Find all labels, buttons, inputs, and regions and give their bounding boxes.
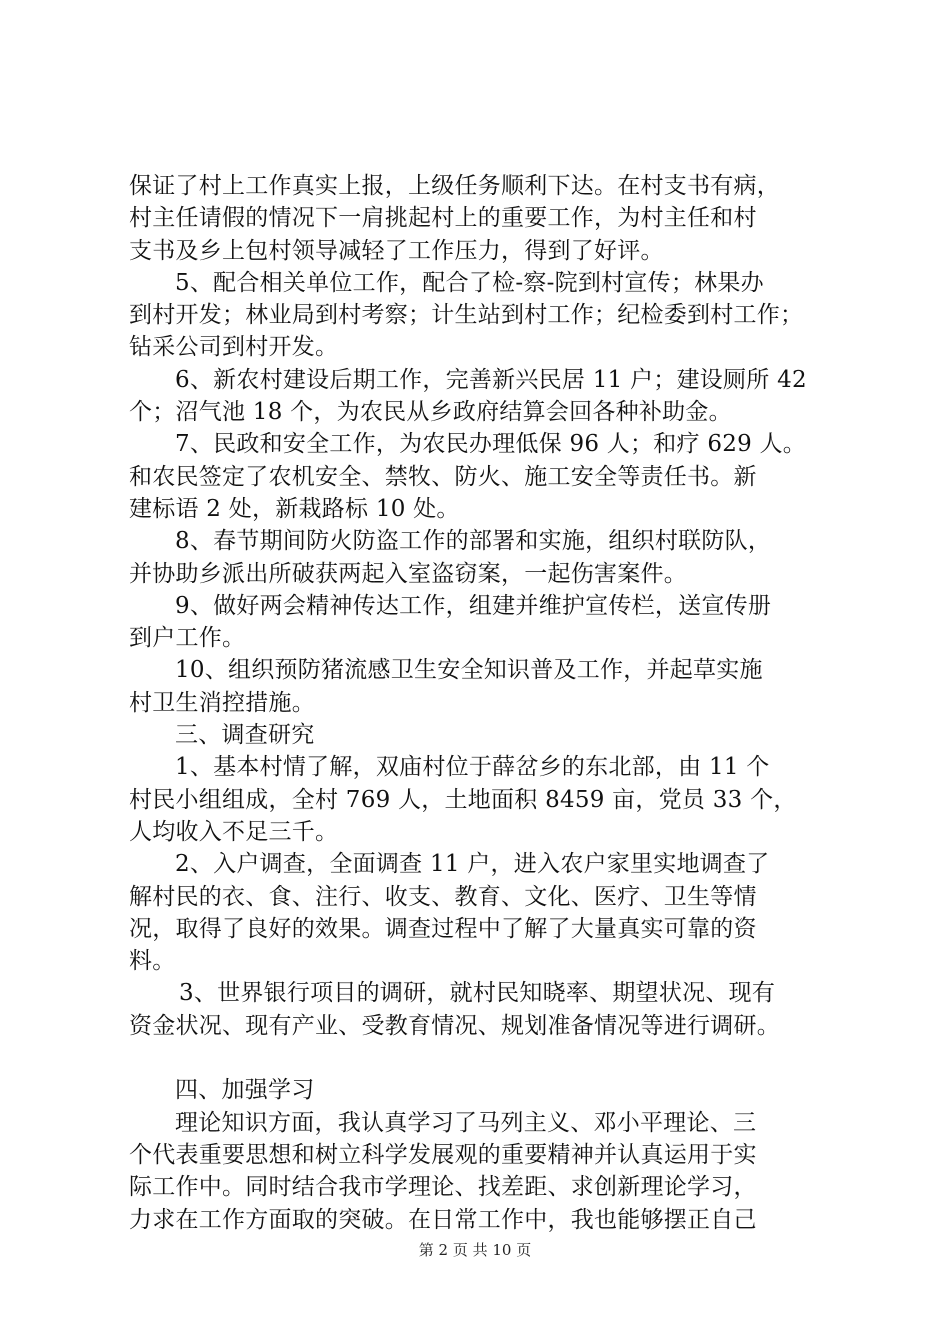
text-line: 并协助乡派出所破获两起入室盗窃案，一起伤害案件。 bbox=[129, 560, 687, 587]
page-footer bbox=[0, 1240, 950, 1260]
text-line: 支书及乡上包村领导减轻了工作压力，得到了好评。 bbox=[129, 237, 664, 264]
body-text bbox=[129, 170, 829, 1236]
section-heading: 三、调查研究 bbox=[175, 722, 315, 749]
text-line: 和农民签定了农机安全、禁牧、防火、施工安全等责任书。新 bbox=[129, 463, 757, 490]
page-number: 第 2 页 共 10 页 bbox=[418, 1241, 532, 1259]
text-line: 料。 bbox=[129, 948, 176, 975]
text-line: 际工作中。同时结合我市学理论、找差距、求创新理论学习， bbox=[129, 1174, 757, 1201]
text-line: 力求在工作方面取的突破。在日常工作中，我也能够摆正自己 bbox=[129, 1206, 757, 1233]
text-line: 2、入户调查，全面调查 11 户，进入农户家里实地调查了 bbox=[175, 851, 770, 878]
text-line: 7、民政和安全工作，为农民办理低保 96 人；和疗 629 人。 bbox=[175, 431, 807, 458]
blank-line bbox=[129, 1042, 829, 1074]
text-line: 建标语 2 处，新栽路标 10 处。 bbox=[129, 495, 460, 522]
text-line: 6、新农村建设后期工作，完善新兴民居 11 户；建设厕所 42 bbox=[175, 366, 807, 393]
text-line: 资金状况、现有产业、受教育情况、规划准备情况等进行调研。 bbox=[129, 1012, 780, 1039]
text-line: 1、基本村情了解，双庙村位于薛岔乡的东北部，由 11 个 bbox=[175, 754, 770, 781]
text-line: 钻采公司到村开发。 bbox=[129, 334, 339, 361]
text-line: 3、世界银行项目的调研，就村民知晓率、期望状况、现有 bbox=[179, 980, 776, 1007]
text-line: 个；沼气池 18 个，为农民从乡政府结算会回各种补助金。 bbox=[129, 399, 732, 426]
section-heading: 四、加强学习 bbox=[175, 1077, 315, 1104]
text-line: 10、组织预防猪流感卫生安全知识普及工作，并起草实施 bbox=[175, 657, 763, 684]
text-line: 到村开发；林业局到村考察；计生站到村工作；纪检委到村工作； bbox=[129, 302, 804, 329]
text-line: 理论知识方面，我认真学习了马列主义、邓小平理论、三 bbox=[175, 1109, 757, 1136]
text-line: 村主任请假的情况下一肩挑起村上的重要工作，为村主任和村 bbox=[129, 205, 757, 232]
text-line: 到户工作。 bbox=[129, 625, 246, 652]
text-line: 况，取得了良好的效果。调查过程中了解了大量真实可靠的资 bbox=[129, 915, 757, 942]
text-line: 保证了村上工作真实上报，上级任务顺利下达。在村支书有病， bbox=[129, 173, 780, 199]
text-line: 个代表重要思想和树立科学发展观的重要精神并认真运用于实 bbox=[129, 1141, 757, 1168]
text-line: 人均收入不足三千。 bbox=[129, 818, 339, 845]
text-line: 解村民的衣、食、注行、收支、教育、文化、医疗、卫生等情 bbox=[129, 883, 757, 910]
text-line: 村民小组组成，全村 769 人，土地面积 8459 亩，党员 33 个， bbox=[129, 786, 797, 813]
text-line: 5、配合相关单位工作，配合了检-察-院到村宣传；林果办 bbox=[175, 269, 764, 296]
text-line: 8、春节期间防火防盗工作的部署和实施，组织村联防队， bbox=[175, 528, 772, 555]
text-line: 9、做好两会精神传达工作，组建并维护宣传栏，送宣传册 bbox=[175, 592, 772, 619]
text-line: 村卫生消控措施。 bbox=[129, 689, 315, 716]
